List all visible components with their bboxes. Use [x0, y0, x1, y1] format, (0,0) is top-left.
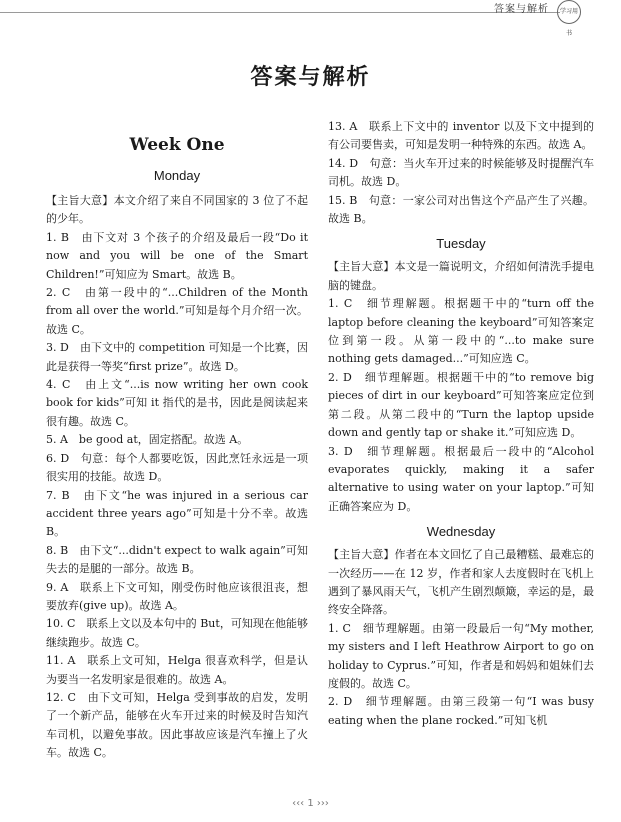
answer-paragraph: 【主旨大意】作者在本文回忆了自己最糟糕、最难忘的一次经历——在 12 岁，作者和家人去度假时在飞机上遇到了暴风雨天气，飞机产生剧烈颠簸，幸运的是，最终安全降落。: [328, 548, 594, 617]
answer-paragraph: 9. A 联系上下文可知，刚受伤时他应该很沮丧，想要放弃(give up)。故选 A。: [46, 580, 308, 612]
answer-paragraph: 2. C 由第一段中的“...Children of the Month from all over the world.”可知是每个月介绍一次。故选 C。: [46, 286, 308, 336]
answer-paragraph: 3. D 由下文中的 competition 可知是一个比赛，因此是获得一等奖“first prize”。故选 D。: [46, 341, 308, 373]
week-title: Week One: [129, 135, 225, 155]
answer-paragraph: 4. C 由上文“...is now writing her own cook book for kids”可知 it 指代的是书，因此是阅读起来很有趣。故选 C。: [46, 378, 308, 428]
monday-answers: [46, 192, 308, 763]
answer-paragraph: 10. C 联系上文以及本句中的 But，可知现在他能够继续跑步。故选 C。: [46, 617, 308, 649]
answer-paragraph: 【主旨大意】本文介绍了来自不同国家的 3 位了不起的少年。: [46, 194, 308, 226]
answer-paragraph: 【主旨大意】本文是一篇说明文，介绍如何清洗手提电脑的键盘。: [328, 260, 594, 292]
answer-paragraph: 14. D 句意：当火车开过来的时候能够及时提醒汽车司机。故选 D。: [328, 156, 594, 189]
answer-paragraph: 2. D 细节理解题。由第三段第一句“I was busy eating when the plane rocked.”可知飞机: [328, 695, 594, 727]
header-rule: [0, 12, 560, 13]
logo-text: 学习用书: [559, 8, 578, 37]
answer-paragraph: 7. B 由下文“he was injured in a serious car accident three years ago”可知是十分不幸。故选 B。: [46, 488, 308, 539]
left-column: [46, 118, 308, 763]
page-number: 1: [307, 798, 314, 809]
right-column: [328, 118, 594, 730]
answer-paragraph: 1. C 细节理解题。由第一段最后一句“My mother, my sisters and I left Heathrow Airport to go on holiday to Cyprus.”可知，作者是和妈妈和姐妹们去度假的。故选 C。: [328, 621, 594, 690]
answer-paragraph: 3. D 细节理解题。根据最后一段中的“Alcohol evaporates quickly, making it a safer alternative to using water on your laptop.”可知正确答案应为 D。: [328, 444, 594, 513]
answer-paragraph: 6. D 句意：每个人都要吃饭，因此烹饪永远是一项很实用的技能。故选 D。: [46, 451, 308, 484]
answer-paragraph: 1. B 由下文对 3 个孩子的介绍及最后一段“Do it now and you will be one of the Smart Children!”可知应为 Smart。故选 B。: [46, 230, 308, 281]
answer-paragraph: 1. C 细节理解题。根据题干中的“turn off the laptop before cleaning the keyboard”可知答案定位到第一段。从第一段中的“...to make sure nothing gets damaged...”可知应选 C。: [328, 297, 594, 366]
answer-paragraph: 5. A be good at，固定搭配。故选 A。: [46, 433, 249, 447]
page-footer: ‹‹‹ 1 ›››: [292, 798, 329, 809]
answer-paragraph: 13. A 联系上下文中的 inventor 以及下文中提到的有公司要售卖，可知是发明一种特殊的东西。故选 A。: [328, 120, 594, 152]
answer-paragraph: 8. B 由下文“...didn't expect to walk again”可知失去的是腿的一部分。故选 B。: [46, 543, 308, 576]
answer-paragraph: 11. A 联系上文可知，Helga 很喜欢科学，但是认为要当一名发明家是很难的。故选 A。: [46, 654, 308, 686]
running-header: 答案与解析: [494, 4, 549, 15]
answer-paragraph: 2. D 细节理解题。根据题干中的“to remove big pieces of dirt in our keyboard”可知答案应定位到第二段。从第二段中的“Turn the laptop upside down and gently tap or shake it.”可知应选 D。: [328, 370, 594, 440]
page-title: 答案与解析: [250, 65, 371, 90]
day-heading-monday: Monday: [153, 168, 201, 183]
day-heading-wednesday: Wednesday: [426, 524, 496, 540]
publisher-logo-icon: [557, 0, 581, 37]
answer-paragraph: 15. B 句意：一家公司对出售这个产品产生了兴趣。故选 B。: [328, 193, 594, 226]
answer-paragraph: 12. C 由下文可知，Helga 受到事故的启发，发明了一个新产品，能够在火车开过来的时候及时告知汽车司机，以避免事故。因此事故应该是汽车撞上了火车。故选 C。: [46, 690, 308, 760]
day-heading-tuesday: Tuesday: [436, 236, 486, 252]
